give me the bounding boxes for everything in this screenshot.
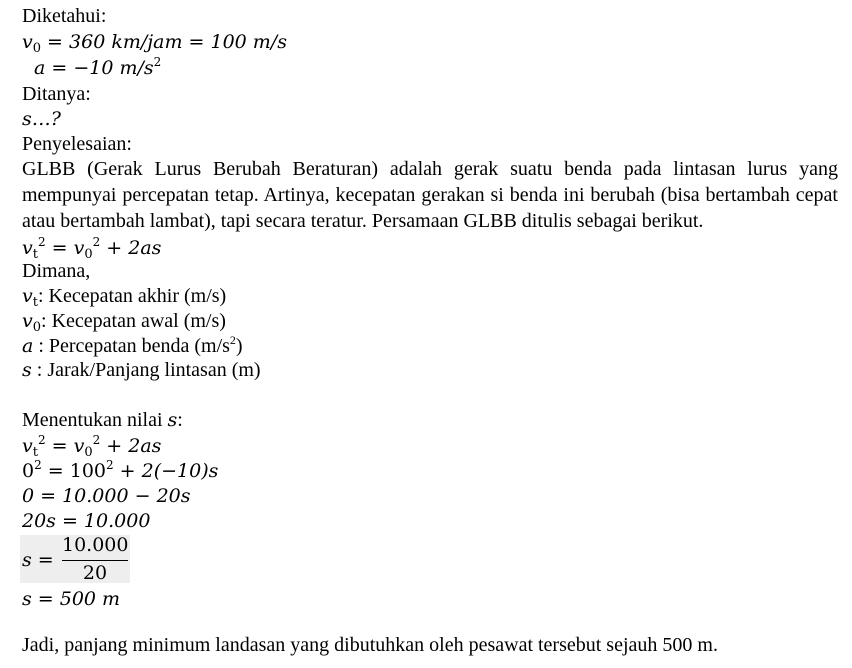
vt-exponent: 2: [37, 235, 46, 249]
v0-symbol: v: [73, 435, 85, 457]
formula-rest: + 2as: [100, 435, 162, 457]
step2-b: = 100: [41, 460, 106, 482]
step-rearrange: 20s = 10.000: [22, 510, 151, 532]
zero-subscript: 0: [84, 247, 93, 262]
a-value: = −10 m/s: [45, 57, 154, 79]
menentukan-heading: [22, 408, 183, 433]
step2-a: 0: [22, 460, 35, 482]
equals-sign: =: [45, 237, 74, 259]
s-description: : Jarak/Panjang lintasan (m): [31, 359, 261, 381]
diketahui-heading: Diketahui:: [22, 5, 107, 27]
given-acceleration: [34, 56, 161, 81]
dimana-heading: Dimana,: [22, 260, 91, 282]
vt-description: : Kecepatan akhir (m/s): [37, 285, 227, 307]
v0-exponent: 2: [92, 433, 101, 447]
v0-symbol: v: [22, 310, 33, 332]
a-description-end: ): [235, 335, 243, 357]
step2-c: + 2(−10)s: [113, 460, 219, 482]
v0-subscript: 0: [32, 41, 42, 56]
fraction-lhs: s =: [22, 549, 54, 571]
ditanya-heading: Ditanya:: [22, 83, 91, 105]
step-simplify: 0 = 10.000 − 20s: [22, 485, 191, 507]
conclusion: Jadi, panjang minimum landasan yang dibutuhkan oleh pesawat tersebut sejauh 500 m.: [22, 634, 718, 656]
fraction-bar: [62, 560, 128, 561]
v0-exponent: 2: [92, 235, 101, 249]
given-velocity: [22, 30, 287, 55]
equals-sign: =: [45, 435, 74, 457]
a-description: : Percepatan benda (m/s: [33, 335, 230, 357]
formula-rest: + 2as: [100, 237, 162, 259]
v0-symbol: v: [73, 237, 85, 259]
a-description-exponent: 2: [229, 333, 236, 347]
penyelesaian-heading: Penyelesaian:: [22, 133, 132, 155]
v0-value: = 360 km/jam = 100 m/s: [41, 31, 287, 53]
glbb-paragraph: GLBB (Gerak Lurus Berubah Beraturan) adalah gerak suatu benda pada lintasan lurus yang mempunyai percepatan tetap. Artinya, kecepatan gerakan si benda ini berubah (bisa bertambah cepat atau bertambah lambat), tapi secara teratur. Persamaan GLBB ditulis sebagai berikut.: [22, 158, 838, 232]
zero-subscript: 0: [32, 320, 42, 335]
a-symbol: a: [22, 335, 34, 357]
t-subscript: t: [32, 295, 38, 310]
step2-a-exponent: 2: [34, 458, 42, 472]
step2-b-exponent: 2: [106, 458, 114, 472]
fraction-denominator: 20: [82, 562, 108, 584]
definition-vt: [22, 284, 226, 309]
step-result: s = 500 m: [22, 588, 121, 610]
vt-symbol: v: [22, 285, 33, 307]
menentukan-colon: :: [177, 409, 183, 431]
definition-a: [22, 334, 243, 359]
s-symbol: s: [22, 359, 32, 381]
s-symbol: s: [167, 409, 178, 431]
definition-v0: [22, 309, 226, 334]
a-symbol: a: [34, 57, 46, 79]
ditanya-value: s…?: [22, 108, 61, 130]
vt-symbol: v: [22, 237, 33, 259]
vt-symbol: v: [22, 435, 33, 457]
v0-symbol: v: [22, 31, 33, 53]
step-substitution: [22, 459, 218, 484]
step-formula: [22, 434, 161, 459]
fraction-numerator: 10.000: [62, 534, 129, 556]
zero-subscript: 0: [84, 445, 93, 460]
v0-description: : Kecepatan awal (m/s): [41, 310, 226, 332]
t-subscript: t: [32, 445, 38, 460]
vt-exponent: 2: [37, 433, 46, 447]
menentukan-text: Menentukan nilai: [22, 409, 168, 431]
a-exponent: 2: [153, 55, 162, 69]
glbb-formula: [22, 236, 161, 261]
definition-s: [22, 358, 261, 383]
t-subscript: t: [32, 247, 38, 262]
